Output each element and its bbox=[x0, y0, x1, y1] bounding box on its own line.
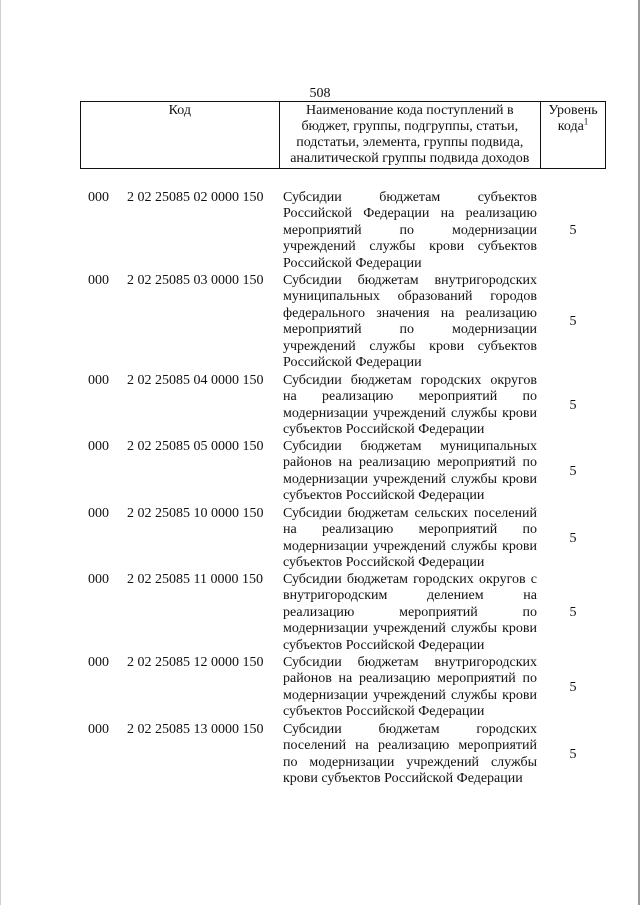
row-level: 5 bbox=[569, 314, 577, 329]
row-description: Субсидии бюджетам субъектов Российской Федерации на реализацию мероприятий по модернизации учреждений службы крови субъектов Российской Федерации bbox=[283, 190, 537, 271]
header-level bbox=[541, 102, 606, 169]
row-admin-code: 000 bbox=[88, 572, 109, 587]
header-name: Наименование кода поступлений в бюджет, группы, подгруппы, статьи, подстатьи, элемента, группы подвида, аналитической группы подвида доходов bbox=[279, 102, 541, 169]
row-level: 5 bbox=[569, 223, 577, 238]
row-level: 5 bbox=[569, 680, 577, 695]
row-level: 5 bbox=[569, 605, 577, 620]
row-admin-code: 000 bbox=[88, 190, 109, 205]
row-description: Субсидии бюджетам муниципальных районов на реализацию мероприятий по модернизации учреждений службы крови субъектов Российской Федерации bbox=[283, 439, 537, 504]
row-description: Субсидии бюджетам городских округов с внутригородским делением на реализацию мероприятий по модернизации учреждений службы крови субъектов Российской Федерации bbox=[283, 572, 537, 653]
row-income-code: 2 02 25085 03 0000 150 bbox=[127, 273, 264, 288]
header-level-label: Уровень кода bbox=[548, 103, 598, 134]
row-description: Субсидии бюджетам городских округов на реализацию мероприятий по модернизации учреждений службы крови субъектов Российской Федерации bbox=[283, 373, 537, 438]
row-admin-code: 000 bbox=[88, 373, 109, 388]
row-level: 5 bbox=[569, 747, 577, 762]
row-description: Субсидии бюджетам городских поселений на реализацию мероприятий по модернизации учреждений службы крови субъектов Российской Федерации bbox=[283, 722, 537, 787]
row-income-code: 2 02 25085 12 0000 150 bbox=[127, 655, 264, 670]
row-description: Субсидии бюджетам внутригородских муниципальных образований городов федерального значения на реализацию мероприятий по модернизации учреждений службы крови субъектов Российской Федерации bbox=[283, 273, 537, 371]
header-code: Код bbox=[81, 102, 280, 169]
row-level: 5 bbox=[569, 531, 577, 546]
row-admin-code: 000 bbox=[88, 506, 109, 521]
row-income-code: 2 02 25085 04 0000 150 bbox=[127, 373, 264, 388]
row-admin-code: 000 bbox=[88, 273, 109, 288]
row-income-code: 2 02 25085 02 0000 150 bbox=[127, 190, 264, 205]
footnote-marker: 1 bbox=[583, 116, 589, 127]
row-description: Субсидии бюджетам сельских поселений на реализацию мероприятий по модернизации учреждений службы крови субъектов Российской Федерации bbox=[283, 506, 537, 571]
row-admin-code: 000 bbox=[88, 439, 109, 454]
page-number: 508 bbox=[309, 86, 331, 101]
row-income-code: 2 02 25085 11 0000 150 bbox=[127, 572, 263, 587]
row-income-code: 2 02 25085 10 0000 150 bbox=[127, 506, 264, 521]
row-admin-code: 000 bbox=[88, 722, 109, 737]
row-admin-code: 000 bbox=[88, 655, 109, 670]
row-income-code: 2 02 25085 05 0000 150 bbox=[127, 439, 264, 454]
row-income-code: 2 02 25085 13 0000 150 bbox=[127, 722, 264, 737]
row-description: Субсидии бюджетам внутригородских районов на реализацию мероприятий по модернизации учреждений службы крови субъектов Российской Федерации bbox=[283, 655, 537, 720]
table-header bbox=[80, 101, 606, 169]
row-level: 5 bbox=[569, 464, 577, 479]
row-level: 5 bbox=[569, 398, 577, 413]
